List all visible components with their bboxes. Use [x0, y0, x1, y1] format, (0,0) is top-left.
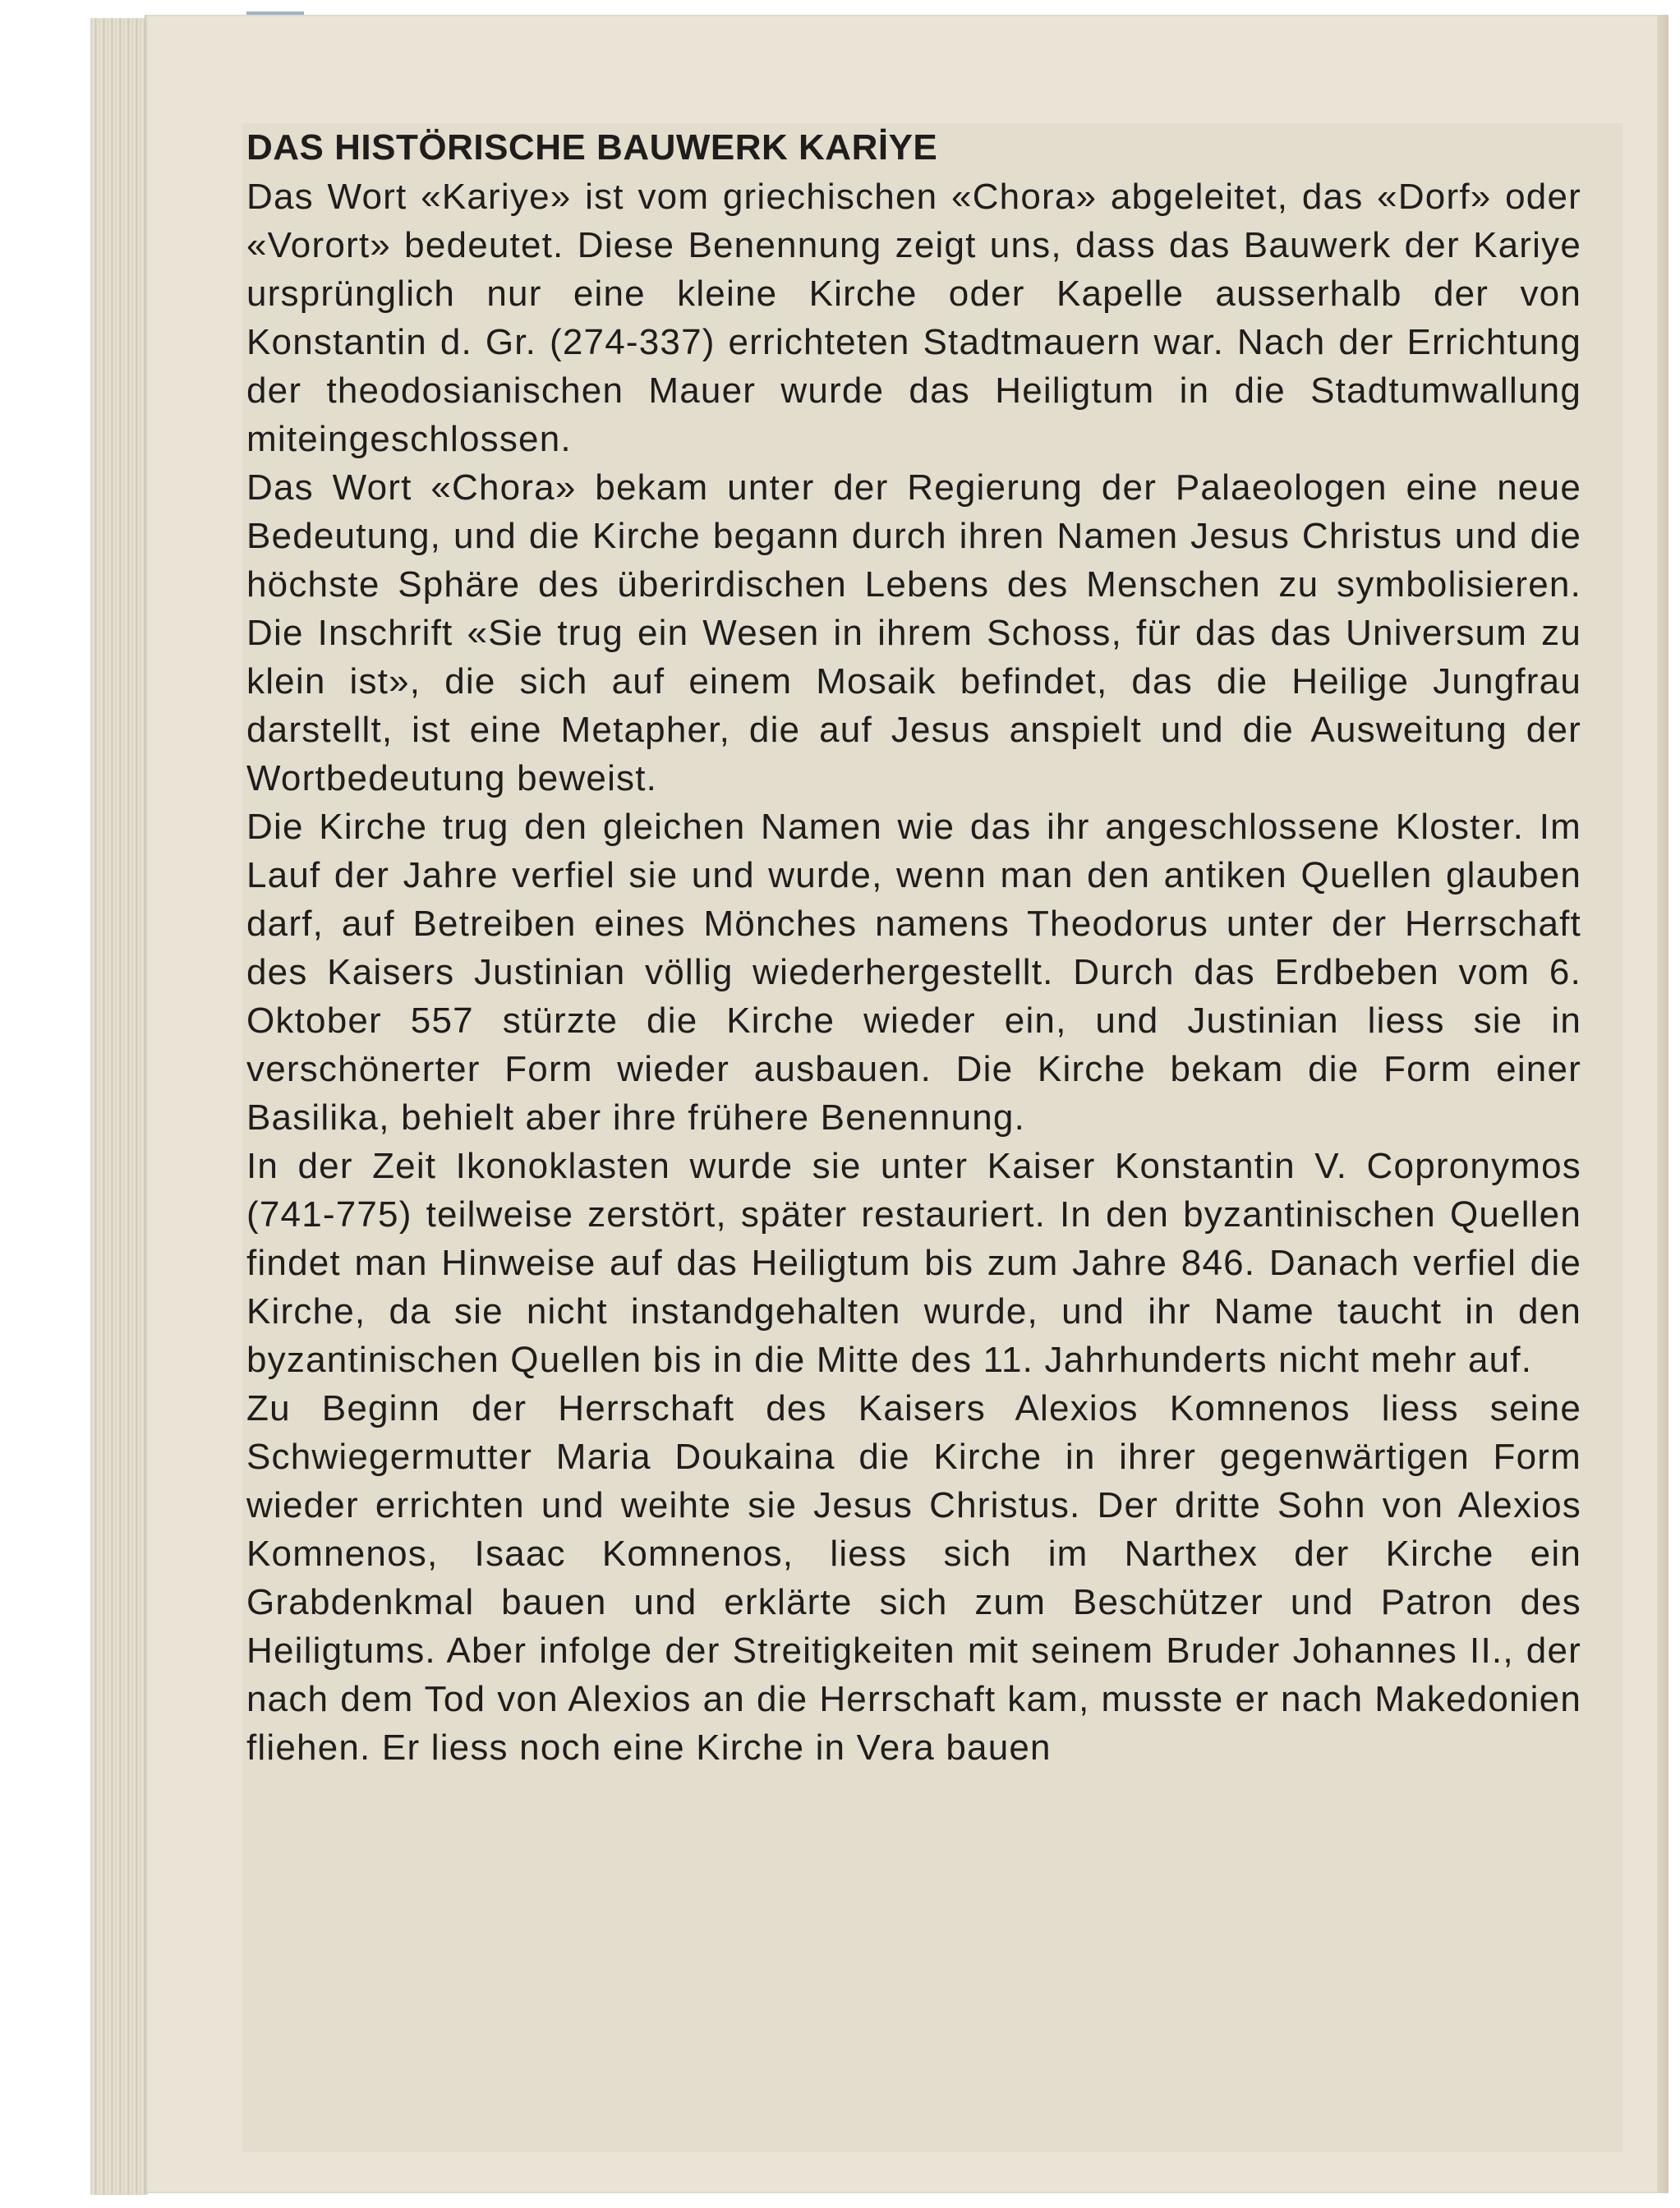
paragraph: Das Wort «Chora» bekam unter der Regierung der Palaeologen eine neue Bedeutung, und die Kirche begann durch ihren Namen Jesus Christus und die höchste Sphäre des überirdischen Lebens des Menschen zu symbolisieren. Die Inschrift «Sie trug ein Wesen in ihrem Schoss, für das das Universum zu klein ist», die sich auf einem Mosaik befindet, das die Heilige Jungfrau darstellt, ist eine Metapher, die auf Jesus anspielt und die Ausweitung der Wortbedeutung beweist. — [246, 467, 1581, 798]
paragraph: In der Zeit Ikonoklasten wurde sie unter Kaiser Konstantin V. Copronymos (741-775) teilweise zerstört, später restauriert. In den byzantinischen Quellen findet man Hinweise auf das Heiligtum bis zum Jahre 846. Danach verfiel die Kirche, da sie nicht instandgehalten wurde, und ihr Name taucht in den byzantinischen Quellen bis in die Mitte des 11. Jahrhunderts nicht mehr auf. — [246, 1146, 1581, 1380]
article-heading: DAS HISTÖRISCHE BAUWERK KARİYE — [246, 127, 938, 168]
paragraph: Zu Beginn der Herrschaft des Kaisers Alexios Komnenos liess seine Schwiegermutter Maria Doukaina die Kirche in ihrer gegenwärtigen Form wieder errichten und weihte sie Jesus Christus. Der dritte Sohn von Alexios Komnenos, Isaac Komnenos, liess sich im Narthex der Kirche ein Grabdenkmal bauen und erklärte sich zum Beschützer und Patron des Heiligtums. Aber infolge der Streitigkeiten mit seinem Bruder Johannes II., der nach dem Tod von Alexios an die Herrschaft kam, musste er nach Makedonien fliehen. Er liess noch eine Kirche in Vera bauen — [246, 1388, 1581, 1768]
article — [246, 123, 1581, 1772]
page-right-edge — [1657, 15, 1668, 2193]
paragraph: Die Kirche trug den gleichen Namen wie das ihr angeschlossene Kloster. Im Lauf der Jahre verfiel sie und wurde, wenn man den antiken Quellen glauben darf, auf Betreiben eines Mönches namens Theodorus unter der Herrschaft des Kaisers Justinian völlig wiederhergestellt. Durch das Erdbeben vom 6. Oktober 557 stürzte die Kirche wieder ein, und Justinian liess sie in verschönerter Form wieder ausbauen. Die Kirche bekam die Form einer Basilika, behielt aber ihre frühere Benennung. — [246, 807, 1581, 1138]
paragraph: Das Wort «Kariye» ist vom griechischen «Chora» abgeleitet, das «Dorf» oder «Vorort» bedeutet. Diese Benennung zeigt uns, dass das Bauwerk der Kariye ursprünglich nur eine kleine Kirche oder Kapelle ausserhalb der von Konstantin d. Gr. (274-337) errichteten Stadtmauern war. Nach der Errichtung der theodosianischen Mauer wurde das Heiligtum in die Stadtumwallung miteingeschlossen. — [246, 177, 1581, 459]
book-page-edges — [90, 18, 148, 2195]
